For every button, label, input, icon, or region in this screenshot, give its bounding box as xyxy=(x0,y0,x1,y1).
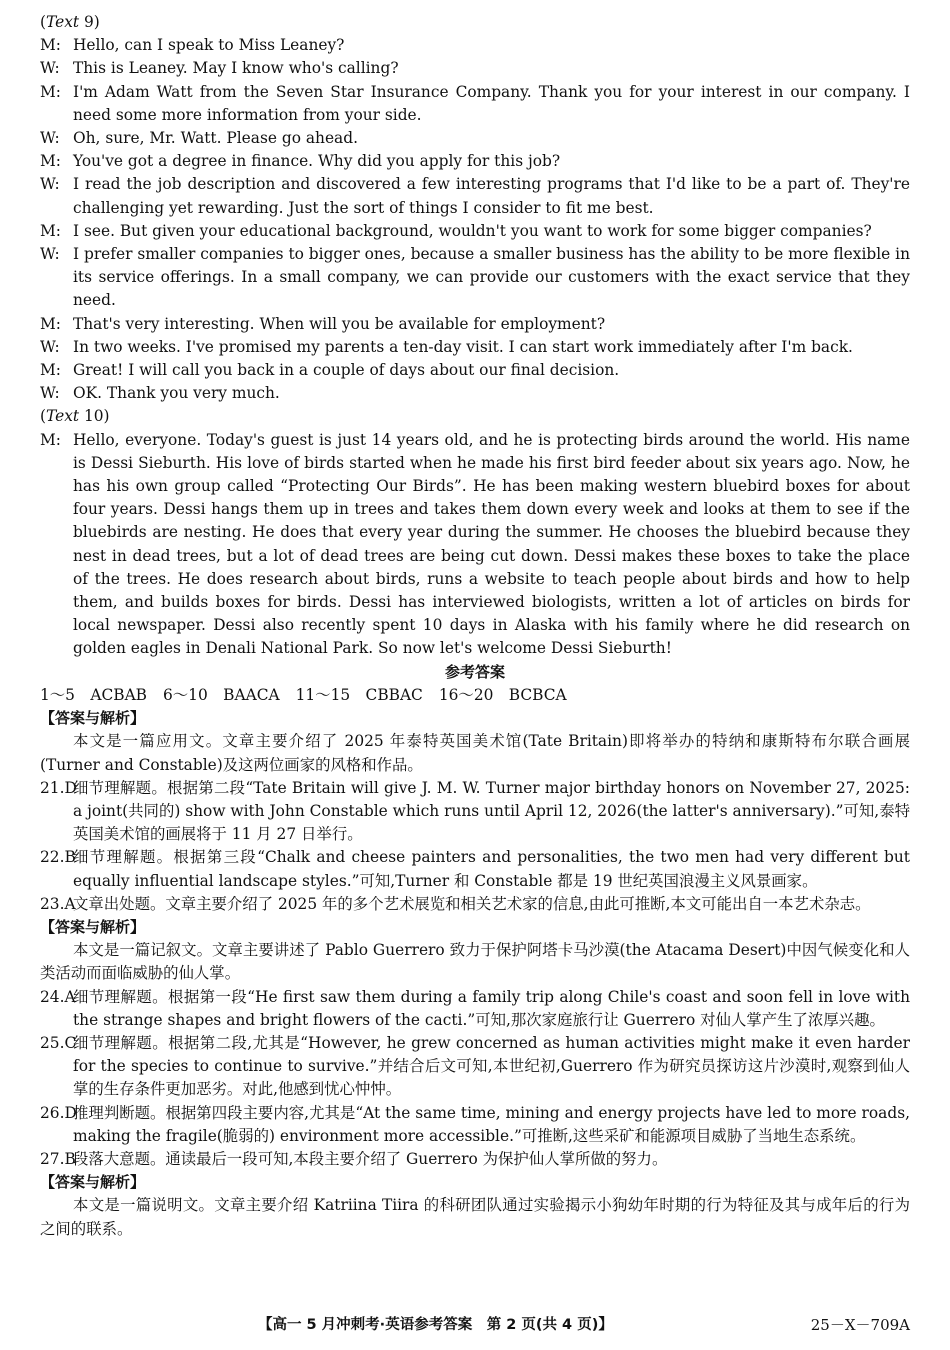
answer-key-group: 1～5 ACBAB xyxy=(40,685,147,704)
section-intro: 本文是一篇记叙文。文章主要讲述了 Pablo Guerrero 致力于保护阿塔卡马沙漠(the Atacama Desert)中因气候变化和人类活动而面临威胁的仙人掌。 xyxy=(40,941,910,983)
dialogue-line: M: I see. But given your educational background, wouldn't you want to work for some bigger companies? xyxy=(40,221,872,240)
dialogue-line: M: I'm Adam Watt from the Seven Star Insurance Company. Thank you for your interest in our company. I need some more information from your side. xyxy=(40,82,910,124)
dialogue-line: W: I prefer smaller companies to bigger ones, because a smaller business has the ability to be more flexible in its service offerings. In a small company, we can provide our customers with the exact service that they need. xyxy=(40,245,910,310)
section-intro: 本文是一篇应用文。文章主要介绍了 2025 年泰特英国美术馆(Tate Britain)即将举办的特纳和康斯特布尔联合画展(Turner and Constable)及这两位画家的风格和作品。 xyxy=(40,732,910,774)
dialogue-line: M: Hello, can I speak to Miss Leaney? xyxy=(40,36,345,55)
page-footer xyxy=(40,1314,910,1337)
text10-monologue: M: Hello, everyone. Today's guest is just 14 years old, and he is protecting birds around the world. His name is Dessi Sieburth. His love of birds started when he made his first bird feeder about six years ago. Now, he has his own group called “Protecting Our Birds”. He has been making western bluebird boxes for about four years. Dessi hangs them up in trees and takes them down every week and looks at them to see if the bluebirds are nesting. He does that every year during the summer. He chooses the bluebird because they nest in dead trees, but a lot of dead trees are being cut down. Dessi makes these boxes to take the place of the trees. He does research about birds, runs a website to teach people about birds and how to help them, and builds boxes for birds. Dessi has interviewed biologists, written a lot of articles on birds for local newspaper. Dessi also recently spent 10 days in Alaska with his family where he did research on golden eagles in Denali National Park. So now let's welcome Dessi Sieburth! xyxy=(40,430,910,658)
dialogue-line: W: Oh, sure, Mr. Watt. Please go ahead. xyxy=(40,129,358,148)
text9-dialogue xyxy=(40,34,910,405)
answer-key-group: 16～20 BCBCA xyxy=(438,685,567,704)
dialogue-line: W: OK. Thank you very much. xyxy=(40,384,280,403)
dialogue-line: W: I read the job description and discovered a few interesting programs that I'd like to be a part of. They're challenging yet rewarding. Just the sort of things I consider to fit me best. xyxy=(40,175,910,217)
dialogue-line: W: In two weeks. I've promised my parents a ten-day visit. I can start work immediately after I'm back. xyxy=(40,337,853,356)
question-explanation: 22.B 细节理解题。根据第三段“Chalk and cheese painters and personalities, the two men had very different but equally influential landscape styles.”可知,Turner 和 Constable 都是 19 世纪英国浪漫主义风景画家。 xyxy=(40,848,910,890)
section-heading: 【答案与解析】 xyxy=(40,1173,146,1192)
section-heading: 【答案与解析】 xyxy=(40,709,146,728)
question-explanation: 23.A 文章出处题。文章主要介绍了 2025 年的多个艺术展览和相关艺术家的信息,由此可推断,本文可能出自一本艺术杂志。 xyxy=(40,894,871,913)
section-heading: 【答案与解析】 xyxy=(40,917,146,936)
question-explanation: 24.A 细节理解题。根据第一段“He first saw them during a family trip along Chile's coast and soon fell in love with the strange shapes and bright flowers of the cacti.”可知,那次家庭旅行让 Guerrero 对仙人掌产生了浓厚兴趣。 xyxy=(40,987,910,1029)
answer-key-group: 6～10 BAACA xyxy=(163,685,280,704)
answer-keys xyxy=(40,684,910,707)
question-explanation: 27.B 段落大意题。通读最后一段可知,本段主要介绍了 Guerrero 为保护仙人掌所做的努力。 xyxy=(40,1149,668,1168)
explanation-section-1 xyxy=(40,707,910,916)
question-explanation: 21.D 细节理解题。根据第二段“Tate Britain will give J. M. W. Turner major birthday honors on November 27, 2025: a joint(共同的) show with John Constable which runs until April 12, 2026(the latter's anniversary).”可知,泰特英国美术馆的画展将于 11 月 27 日举行。 xyxy=(40,778,910,844)
explanation-section-2 xyxy=(40,916,910,1171)
text9-label: (Text 9) xyxy=(40,13,100,31)
answer-key-group: 11～15 CBBAC xyxy=(295,685,423,704)
answers-heading: 参考答案 xyxy=(444,662,505,681)
question-explanation: 26.D 推理判断题。根据第四段主要内容,尤其是“At the same time, mining and energy projects have led to more roads, making the fragile(脆弱的) environment more accessible.”可推断,这些采矿和能源项目威胁了当地生态系统。 xyxy=(40,1103,910,1145)
dialogue-line: M: You've got a degree in finance. Why did you apply for this job? xyxy=(40,152,561,171)
section-intro: 本文是一篇说明文。文章主要介绍 Katriina Tiira 的科研团队通过实验揭示小狗幼年时期的行为特征及其与成年后的行为之间的联系。 xyxy=(40,1196,910,1238)
dialogue-line: W: This is Leaney. May I know who's calling? xyxy=(40,59,399,78)
footer-code: 25－X－709A xyxy=(810,1316,910,1334)
footer-title: 【高一 5 月冲刺考·英语参考答案 第 2 页(共 4 页)】 xyxy=(258,1317,613,1333)
dialogue-line: M: That's very interesting. When will you be available for employment? xyxy=(40,314,606,333)
text10-label: (Text 10) xyxy=(40,407,110,426)
question-explanation: 25.C 细节理解题。根据第二段,尤其是“However, he grew concerned as human activities might make it even harder for the species to continue to survive.”并结合后文可知,本世纪初,Guerrero 作为研究员探访这片沙漠时,观察到仙人掌的生存条件更加恶劣。对此,他感到忧心忡忡。 xyxy=(40,1033,910,1099)
explanation-section-3 xyxy=(40,1171,910,1241)
dialogue-line: M: Great! I will call you back in a couple of days about our final decision. xyxy=(40,361,620,380)
